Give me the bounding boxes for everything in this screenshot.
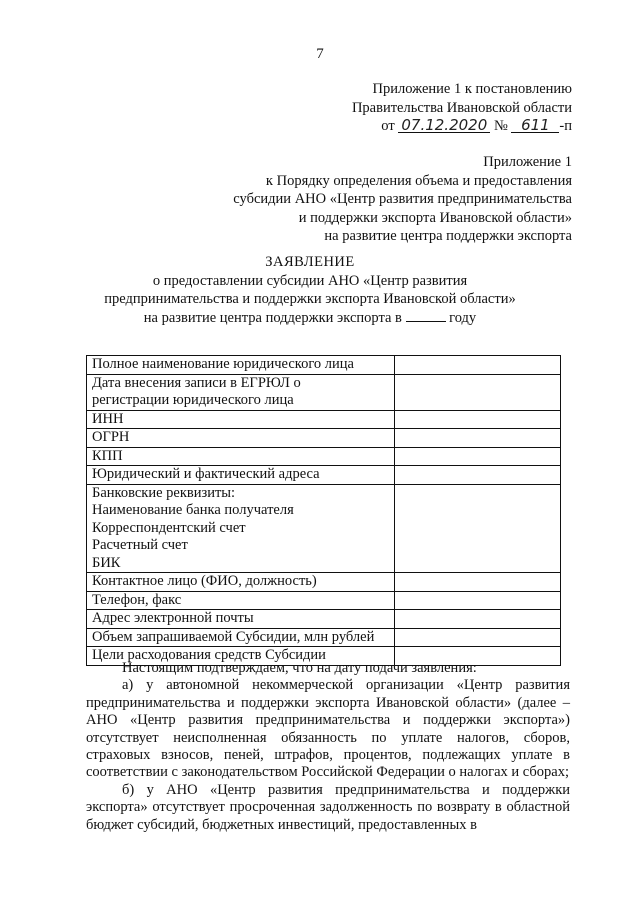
form-row-value[interactable] (395, 356, 561, 375)
form-row-label-line: КПП (92, 447, 123, 464)
form-row-value[interactable] (395, 591, 561, 610)
form-row-value[interactable] (395, 447, 561, 466)
form-row-label-line: Полное наименование юридического лица (92, 356, 354, 372)
form-row-label-line: Объем запрашиваемой Субсидии, млн рублей (92, 628, 375, 645)
appendix-order-line-1: Приложение 1 (483, 154, 572, 170)
form-row-label-line: БИК (92, 554, 121, 571)
form-row (87, 447, 561, 466)
body-item-b: б) у АНО «Центр развития предпринимательства и поддержки экспорта» отсутствует просроченная задолженность по возврату в областной бюджет субсидий, бюджетных инвестиций, предоставленных в (86, 781, 570, 833)
number-label: № (493, 118, 508, 134)
appendix-header (352, 80, 572, 136)
form-row (87, 466, 561, 485)
body-intro: Настоящим подтверждаем, что на дату подачи заявления: (122, 660, 477, 676)
form-row-value[interactable] (395, 628, 561, 647)
year-blank (406, 309, 446, 322)
form-row (87, 628, 561, 647)
form-row (87, 429, 561, 448)
form-row-label (87, 429, 395, 448)
form-row-value[interactable] (395, 429, 561, 448)
form-row-label (87, 374, 395, 410)
form-row (87, 410, 561, 429)
form-row-label-line: ОГРН (92, 429, 130, 445)
form-row-label-line: Юридический и фактический адреса (92, 466, 320, 482)
form-row-label (87, 356, 395, 375)
form-row-label-line: Дата внесения записи в ЕГРЮЛ о (92, 374, 301, 391)
form-row (87, 573, 561, 592)
form-row-label (87, 484, 395, 573)
title-line-3-suffix: году (449, 309, 477, 326)
form-row-value[interactable] (395, 466, 561, 485)
form-row-label (87, 628, 395, 647)
form-row-value[interactable] (395, 484, 561, 573)
number-suffix: -п (559, 118, 572, 134)
form-row-value[interactable] (395, 410, 561, 429)
form-row-label (87, 447, 395, 466)
appendix-order-line-2: к Порядку определения объема и предоставления (265, 172, 572, 189)
appendix-header-date-line (352, 117, 572, 136)
form-row-value[interactable] (395, 374, 561, 410)
form-row (87, 610, 561, 629)
appendix-order-line-4: и поддержки экспорта Ивановской области» (298, 209, 572, 226)
form-row (87, 484, 561, 573)
form-row (87, 374, 561, 410)
form-row-label-line: Контактное лицо (ФИО, должность) (92, 573, 317, 589)
document-title (60, 253, 560, 327)
form-row-value[interactable] (395, 573, 561, 592)
appendix-header-line-1: Приложение 1 к постановлению (372, 81, 572, 97)
form-row-label (87, 573, 395, 592)
form-row-label-line: Корреспондентский счет (92, 519, 246, 536)
form-row-label (87, 410, 395, 429)
from-label: от (381, 118, 395, 134)
title-line-1: о предоставлении субсидии АНО «Центр развития (152, 272, 468, 289)
form-row-label-line: Адрес электронной почты (92, 610, 254, 626)
body-item-a: а) у автономной некоммерческой организации «Центр развития предпринимательства и поддержки экспорта Ивановской области» (далее – АНО «Центр развития предпринимательства и поддержки экспорта») отсутствует неисполненная обязанность по уплате налогов, сборов, страховых взносов, пеней, штрафов, процентов, подлежащих уплате в соответствии с законодательством Российской Федерации о налогах и сборах; (86, 677, 570, 781)
handwritten-number: 611 (511, 118, 559, 133)
form-row (87, 591, 561, 610)
body-text (86, 660, 570, 834)
appendix-header-line-2: Правительства Ивановской области (351, 99, 572, 116)
form-row-label (87, 591, 395, 610)
appendix-order (233, 153, 572, 246)
form-row-label-line: Цели расходования средств Субсидии (92, 647, 326, 663)
title-line-3-prefix: на развитие центра поддержки экспорта в (143, 309, 402, 326)
form-row (87, 356, 561, 375)
handwritten-date: 07.12.2020 (398, 118, 490, 133)
application-form-table (86, 355, 561, 666)
form-row-label-line: Банковские реквизиты: (92, 484, 236, 501)
form-row-label (87, 610, 395, 629)
form-row-label-line: регистрации юридического лица (92, 392, 294, 408)
form-row-value[interactable] (395, 610, 561, 629)
form-row-label (87, 466, 395, 485)
title-line-2: предпринимательства и поддержки экспорта Ивановской области» (104, 291, 516, 307)
title-main: ЗАЯВЛЕНИЕ (265, 254, 355, 270)
title-line-3 (60, 309, 560, 328)
appendix-order-line-3: субсидии АНО «Центр развития предпринимательства (233, 191, 572, 207)
page-number: 7 (316, 46, 324, 62)
form-row-label-line: Телефон, факс (92, 591, 182, 608)
form-row-label-line: ИНН (92, 410, 124, 427)
form-row-label-line: Наименование банка получателя (92, 502, 294, 518)
appendix-order-line-5: на развитие центра поддержки экспорта (324, 228, 572, 244)
form-row-label-line: Расчетный счет (92, 537, 188, 553)
